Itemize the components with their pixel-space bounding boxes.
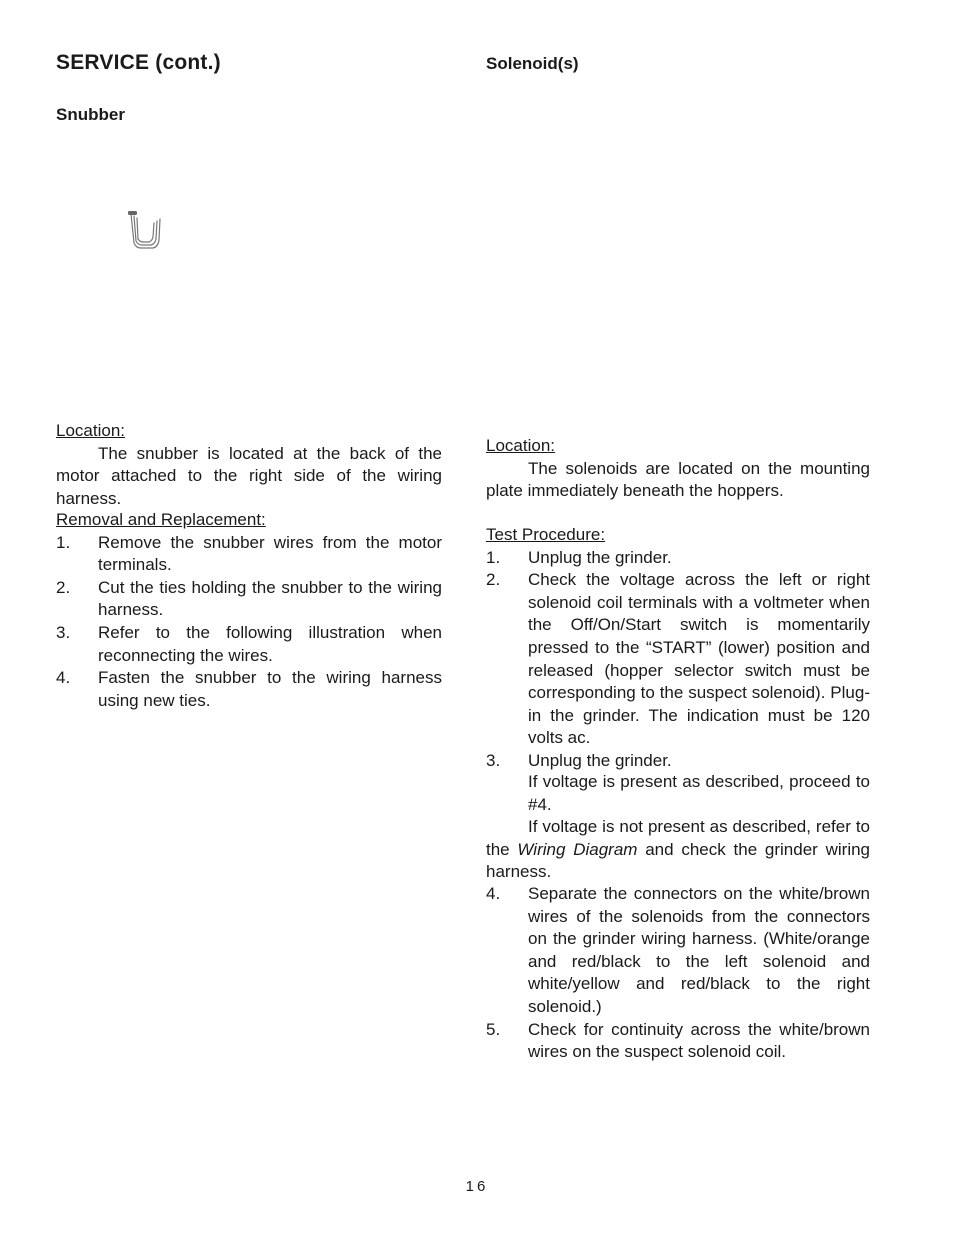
wiring-diagram-reference: Wiring Diagram <box>517 839 638 859</box>
snubber-icon <box>128 210 162 250</box>
step-number: 1. <box>486 547 501 567</box>
solenoids-test-label: Test Procedure: <box>486 525 606 544</box>
list-item <box>486 883 870 1019</box>
step-number: 1. <box>56 532 71 552</box>
list-item <box>486 750 870 773</box>
snubber-location-text: The snubber is located at the back of the motor attached to the right side of the wiring harness. <box>56 443 442 508</box>
step-number: 4. <box>56 668 71 688</box>
solenoids-test-block <box>486 524 870 773</box>
snubber-steps-list <box>56 532 442 713</box>
snubber-removal-block <box>56 509 442 712</box>
note-absent-text-post: and check the grinder wiring harness. <box>486 839 871 882</box>
step-text: Fasten the snubber to the wiring harness using new ties. <box>98 668 442 710</box>
list-item <box>486 569 870 750</box>
page-number: 16 <box>465 1178 489 1195</box>
note-absent-text-pre: If voltage is not present as described, refer to the <box>486 817 870 859</box>
step-text: Cut the ties holding the snubber to the wiring harness. <box>98 577 442 620</box>
step-number: 3. <box>56 622 71 642</box>
solenoids-heading: Solenoid(s) <box>486 54 579 73</box>
step-number: 3. <box>486 750 501 770</box>
step-text: Remove the snubber wires from the motor terminals. <box>98 532 442 575</box>
step-text: Check for continuity across the white/brown wires on the suspect solenoid coil. <box>528 1019 870 1062</box>
list-item <box>56 667 442 712</box>
step-number: 5. <box>486 1019 501 1039</box>
step-text: Check the voltage across the left or right solenoid coil terminals with a voltmeter when the Off/On/Start switch is momentarily pressed to the “START” (lower) position and released (hopper selector switch must be corresponding to the suspect solenoid). Plug-in the grinder. The indication must be 120 volts ac. <box>528 570 870 748</box>
list-item <box>56 577 442 622</box>
note-voltage-present: If voltage is present as described, proceed to #4. <box>528 772 870 814</box>
step-text: Unplug the grinder. <box>528 547 672 567</box>
step-number: 2. <box>486 570 501 590</box>
step-text: Refer to the following illustration when reconnecting the wires. <box>98 622 442 665</box>
snubber-location-label: Location: <box>56 421 125 440</box>
solenoids-steps-b-block <box>486 883 870 1064</box>
list-item <box>486 547 870 570</box>
step-text: Unplug the grinder. <box>528 750 672 770</box>
solenoids-voltage-notes <box>486 771 870 884</box>
step-text: Separate the connectors on the white/brown wires of the solenoids from the connectors on the grinder wiring harness. (White/orange and red/black to the left solenoid and white/yellow and red/black to the right solenoid.) <box>528 884 870 1016</box>
page-heading: SERVICE (cont.) <box>56 51 221 74</box>
solenoids-location-label: Location: <box>486 436 555 455</box>
solenoids-steps-list-b <box>486 883 870 1064</box>
snubber-location-block <box>56 420 442 510</box>
solenoids-location-block <box>486 435 870 503</box>
step-number: 4. <box>486 884 501 903</box>
step-number: 2. <box>56 577 71 597</box>
snubber-heading: Snubber <box>56 105 125 124</box>
solenoids-steps-list-a <box>486 547 870 773</box>
solenoids-location-text: The solenoids are located on the mounting plate immediately beneath the hoppers. <box>486 458 870 501</box>
snubber-removal-label: Removal and Replacement: <box>56 510 266 529</box>
list-item <box>486 1019 870 1064</box>
note-voltage-absent <box>486 816 870 884</box>
list-item <box>56 532 442 577</box>
list-item <box>56 622 442 667</box>
